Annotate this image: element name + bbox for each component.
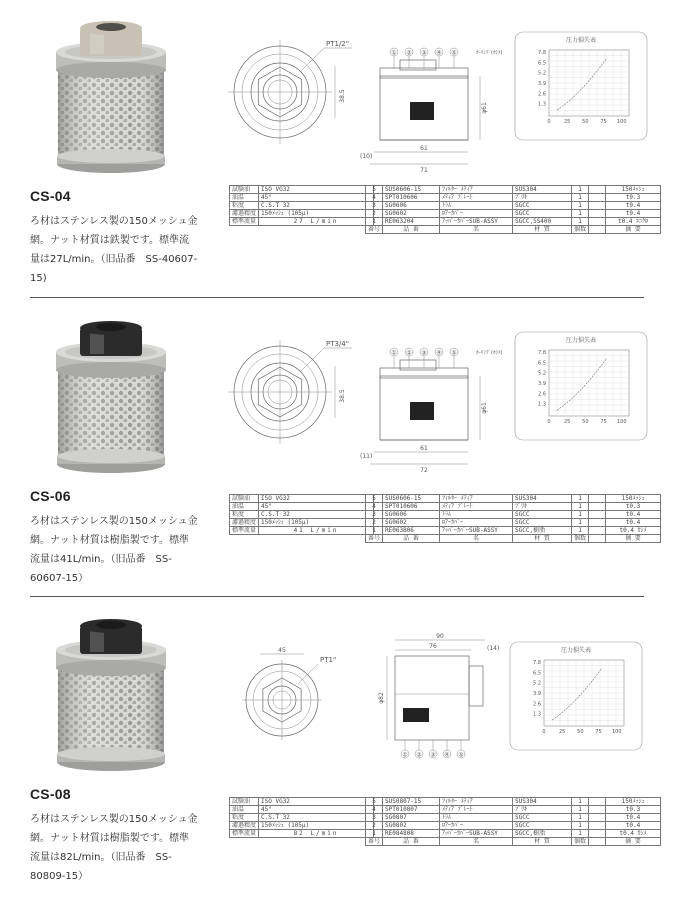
parts-cell: 1 (572, 527, 589, 535)
parts-table (365, 797, 661, 846)
parts-cell (589, 186, 606, 194)
graph-x-tick: 75 (600, 119, 607, 125)
part-number: ④ (436, 49, 442, 57)
graph-y-tick: 5.2 (538, 70, 546, 77)
nut-icon (80, 21, 142, 56)
parts-cell (589, 814, 606, 822)
product-photo (46, 18, 176, 178)
parts-header-cell: 番号 (366, 838, 383, 846)
nut-icon (80, 321, 142, 356)
parts-header-cell: 材 質 (513, 535, 572, 543)
parts-cell: SPT010606 (383, 503, 440, 511)
parts-cell: SPT010606 (383, 194, 440, 202)
dimension-label: 38.5 (339, 389, 346, 403)
spec-value: C.S.T 32 (259, 511, 374, 519)
spec-key: 油温 (230, 503, 259, 511)
parts-header-cell: 材 質 (513, 838, 572, 846)
parts-header-cell: 個数 (572, 838, 589, 846)
description-line: 網。ナット材質は樹脂製です。標準 (30, 535, 189, 546)
parts-cell: 1 (572, 798, 589, 806)
graph-y-tick: 2.6 (533, 701, 541, 708)
spec-value: 27 L/min (259, 218, 374, 226)
parts-cell: t0.4 ｶｼﾒ (606, 527, 661, 535)
parts-cell (589, 806, 606, 814)
parts-cell: SG0602 (383, 519, 440, 527)
part-number: ① (402, 751, 408, 759)
parts-cell: SGCC (513, 202, 572, 210)
parts-cell: 1 (572, 202, 589, 210)
spec-table (229, 797, 374, 838)
parts-table (365, 185, 661, 234)
spec-key: 試験油 (230, 186, 259, 194)
dimension-label: 61 (420, 145, 428, 152)
graph-y-tick: 1.3 (538, 401, 546, 408)
graph-title: 圧力損失表 (560, 647, 592, 654)
parts-header-cell (589, 838, 606, 846)
part-number: ③ (430, 751, 436, 759)
parts-cell: 5 (366, 186, 383, 194)
spec-value: 45° (259, 503, 374, 511)
spec-value: ISO VG32 (259, 495, 374, 503)
parts-cell: 1 (572, 495, 589, 503)
parts-header-cell (589, 226, 606, 234)
part-number: ③ (421, 49, 427, 57)
parts-header-cell: 名 (440, 535, 513, 543)
parts-cell: 4 (366, 194, 383, 202)
parts-cell: 1 (366, 218, 383, 226)
graph-y-tick: 7.8 (538, 350, 546, 356)
graph-y-tick: 3.9 (538, 80, 546, 87)
spec-table (229, 185, 374, 226)
spec-value: 45° (259, 194, 374, 202)
parts-cell: SUS0606-15 (383, 186, 440, 194)
description-line: ろ材はステンレス製の150メッシュ金 (30, 814, 198, 825)
product-description (30, 212, 200, 288)
spec-value: 150ﾒｯｼｭ (105μ) (259, 519, 374, 527)
parts-cell: SGCC,樹脂 (513, 527, 572, 535)
parts-cell: 1 (572, 830, 589, 838)
graph-y-tick: 2.6 (538, 391, 546, 398)
parts-cell: ﾄﾗﾑ (440, 202, 513, 210)
part-number: ② (406, 349, 412, 357)
description-line: ろ材はステンレス製の150メッシュ金 (30, 216, 198, 227)
product-description (30, 810, 200, 886)
dimension-label: φ61 (481, 402, 488, 414)
parts-cell (589, 527, 606, 535)
parts-cell: ｱｯﾊﾟｰｶﾊﾞｰSUB-ASSY (440, 218, 513, 226)
parts-cell: SUS0807-15 (383, 798, 440, 806)
parts-cell: SGCC (513, 814, 572, 822)
spec-key: 粘度 (230, 814, 259, 822)
part-number: ② (406, 49, 412, 57)
part-number: ② (416, 751, 422, 759)
parts-cell: 1 (366, 527, 383, 535)
description-line: 流量は82L/min。（旧品番 SS- (30, 852, 172, 863)
parts-cell: 3 (366, 814, 383, 822)
parts-cell: 1 (572, 218, 589, 226)
parts-cell: ｱｯﾊﾟｰｶﾊﾞｰSUB-ASSY (440, 527, 513, 535)
parts-cell (589, 194, 606, 202)
dimension-label: 61 (420, 445, 428, 452)
parts-header-cell (589, 535, 606, 543)
description-line: 網。ナット材質は鉄製です。標準流 (30, 235, 189, 246)
parts-cell: SUS304 (513, 798, 572, 806)
part-number: ③ (421, 349, 427, 357)
graph-y-tick: 3.9 (533, 690, 541, 697)
parts-cell: SG0606 (383, 511, 440, 519)
dimension-label: 38.5 (339, 89, 346, 103)
parts-cell: SG0807 (383, 814, 440, 822)
parts-cell: ﾌﾞﾘｷ (513, 503, 572, 511)
parts-header-cell: 品 番 (383, 535, 440, 543)
spec-key: 標準流量 (230, 527, 259, 535)
parts-cell (589, 830, 606, 838)
parts-cell: t0.3 (606, 194, 661, 202)
spec-value: 150ﾒｯｼｭ (105μ) (259, 822, 374, 830)
spec-key: 粘度 (230, 511, 259, 519)
parts-header-cell: 品 番 (383, 838, 440, 846)
description-line: 網。ナット材質は樹脂製です。標準 (30, 833, 189, 844)
part-number: ① (391, 49, 397, 57)
parts-cell: RE063204 (383, 218, 440, 226)
description-line: 60607-15） (30, 573, 89, 584)
spec-key: 濾過精度 (230, 519, 259, 527)
model-number: CS-04 (30, 188, 71, 204)
graph-title: 圧力損失表 (565, 37, 597, 44)
spec-key: 濾過精度 (230, 822, 259, 830)
parts-cell (589, 503, 606, 511)
technical-drawing (220, 620, 680, 760)
parts-cell (589, 511, 606, 519)
oring-label: ｶｰﾘﾝｸﾞ(ｶｼﾒ) (476, 350, 503, 356)
parts-cell: t0.4 (606, 822, 661, 830)
description-line: 流量は41L/min。（旧品番 SS- (30, 554, 172, 565)
spec-value: C.S.T 32 (259, 202, 374, 210)
parts-cell: SUS304 (513, 495, 572, 503)
product-photo (46, 616, 176, 776)
graph-y-tick: 6.5 (538, 360, 546, 367)
parts-cell: RE084808 (383, 830, 440, 838)
thread-label: PT1/2" (326, 40, 349, 48)
parts-cell: 5 (366, 495, 383, 503)
parts-cell (589, 495, 606, 503)
parts-cell: 150ﾒｯｼｭ (606, 495, 661, 503)
graph-x-tick: 25 (563, 419, 571, 425)
parts-cell: t0.3 (606, 503, 661, 511)
parts-cell: 3 (366, 202, 383, 210)
parts-cell: ﾒﾃｨｱ ﾌﾟﾚｰﾄ (440, 503, 513, 511)
parts-cell: SGCC (513, 511, 572, 519)
parts-header-cell: 材 質 (513, 226, 572, 234)
graph-x-tick: 0 (547, 419, 551, 425)
pressure-curve (552, 668, 602, 720)
spec-key: 油温 (230, 194, 259, 202)
pressure-curve (557, 358, 607, 410)
parts-cell: t0.3 (606, 806, 661, 814)
parts-cell: 150ﾒｯｼｭ (606, 186, 661, 194)
spec-value: 82 L/min (259, 830, 374, 838)
spec-key: 粘度 (230, 202, 259, 210)
description-line: 量は27L/min。（旧品番 SS-40607- (30, 254, 198, 265)
dimension-label: (14) (487, 645, 500, 652)
parts-cell: ﾛｱｰｶﾊﾞｰ (440, 210, 513, 218)
product-description (30, 512, 200, 588)
parts-cell (589, 218, 606, 226)
parts-cell: SGCC,SS400 (513, 218, 572, 226)
part-number: ⑤ (451, 49, 457, 57)
parts-cell: 2 (366, 519, 383, 527)
parts-cell (589, 210, 606, 218)
spec-value: 150ﾒｯｼｭ (105μ) (259, 210, 374, 218)
graph-x-tick: 0 (547, 119, 551, 125)
parts-cell: 1 (572, 186, 589, 194)
description-line: ろ材はステンレス製の150メッシュ金 (30, 516, 198, 527)
parts-cell: ﾌﾞﾘｷ (513, 806, 572, 814)
dimension-label: (11) (360, 453, 373, 460)
pressure-curve (557, 58, 607, 110)
parts-header-cell: 品 番 (383, 226, 440, 234)
parts-cell: 1 (572, 806, 589, 814)
parts-cell: 1 (572, 519, 589, 527)
oring-label: ｶｰﾘﾝｸﾞ(ｶｼﾒ) (476, 50, 503, 56)
spec-value: ISO VG32 (259, 186, 374, 194)
parts-cell: SG0602 (383, 210, 440, 218)
parts-cell: ﾌｨﾙﾀｰ ﾒﾃｨｱ (440, 186, 513, 194)
parts-header-cell: 番号 (366, 535, 383, 543)
product-section (0, 300, 675, 600)
part-number: ④ (436, 349, 442, 357)
part-number: ① (391, 349, 397, 357)
graph-x-tick: 75 (595, 729, 602, 735)
parts-cell: 4 (366, 806, 383, 814)
parts-cell: 3 (366, 511, 383, 519)
graph-y-tick: 6.5 (533, 670, 541, 677)
parts-cell: SUS304 (513, 186, 572, 194)
dimension-label: 71 (420, 167, 428, 174)
parts-cell: 1 (572, 194, 589, 202)
spec-key: 試験油 (230, 798, 259, 806)
parts-cell: ﾌﾞﾘｷ (513, 194, 572, 202)
parts-cell: SG0606 (383, 202, 440, 210)
spec-key: 試験油 (230, 495, 259, 503)
parts-header-cell: 名 (440, 226, 513, 234)
dimension-label: 76 (429, 643, 437, 650)
parts-header-cell: 名 (440, 838, 513, 846)
parts-cell (589, 519, 606, 527)
spec-value: 45° (259, 806, 374, 814)
parts-cell: SUS0606-15 (383, 495, 440, 503)
graph-y-tick: 3.9 (538, 380, 546, 387)
parts-cell: ﾌｨﾙﾀｰ ﾒﾃｨｱ (440, 798, 513, 806)
dimension-label: 90 (436, 633, 444, 640)
part-number: ④ (444, 751, 450, 759)
parts-cell (589, 798, 606, 806)
spec-value: C.S.T 32 (259, 814, 374, 822)
dimension-label: (10) (360, 153, 373, 160)
dimension-label: 45 (278, 647, 286, 654)
parts-cell: t0.4 ﾕﾆｸﾛ (606, 218, 661, 226)
parts-cell: 150ﾒｯｼｭ (606, 798, 661, 806)
graph-x-tick: 75 (600, 419, 607, 425)
graph-x-tick: 50 (577, 729, 584, 735)
parts-cell: t0.4 ｶｼﾒ (606, 830, 661, 838)
part-number: ⑤ (451, 349, 457, 357)
graph-y-tick: 1.3 (533, 711, 541, 718)
parts-table (365, 494, 661, 543)
product-section (0, 0, 675, 300)
parts-cell: t0.4 (606, 519, 661, 527)
spec-key: 濾過精度 (230, 210, 259, 218)
spec-value: ISO VG32 (259, 798, 374, 806)
parts-cell: 2 (366, 210, 383, 218)
graph-x-tick: 100 (616, 419, 627, 425)
parts-cell: 1 (572, 814, 589, 822)
parts-cell: 1 (366, 830, 383, 838)
graph-y-tick: 6.5 (538, 60, 546, 67)
graph-title: 圧力損失表 (565, 337, 597, 344)
model-number: CS-08 (30, 786, 71, 802)
graph-y-tick: 5.2 (538, 370, 546, 377)
parts-header-cell: 個数 (572, 226, 589, 234)
parts-cell: SGCC (513, 822, 572, 830)
parts-cell: ｱｯﾊﾟｰｶﾊﾞｰSUB-ASSY (440, 830, 513, 838)
parts-cell: SPT010807 (383, 806, 440, 814)
parts-cell: ﾌｨﾙﾀｰ ﾒﾃｨｱ (440, 495, 513, 503)
parts-header-cell: 番号 (366, 226, 383, 234)
parts-cell: SGCC (513, 519, 572, 527)
graph-x-tick: 100 (611, 729, 622, 735)
parts-cell: 1 (572, 822, 589, 830)
parts-cell: ﾒﾃｨｱ ﾌﾟﾚｰﾄ (440, 806, 513, 814)
graph-y-tick: 2.6 (538, 91, 546, 98)
parts-cell: ﾄﾗﾑ (440, 511, 513, 519)
parts-cell (589, 202, 606, 210)
spec-key: 標準流量 (230, 218, 259, 226)
technical-drawing (220, 22, 680, 174)
nut-icon (80, 619, 142, 654)
graph-x-tick: 25 (563, 119, 571, 125)
spec-key: 油温 (230, 806, 259, 814)
parts-cell: 1 (572, 511, 589, 519)
graph-x-tick: 25 (558, 729, 566, 735)
dimension-label: φ82 (378, 692, 385, 704)
parts-header-cell: 個数 (572, 535, 589, 543)
dimension-label: 72 (420, 467, 428, 474)
parts-header-cell: 摘 要 (606, 838, 661, 846)
parts-header-cell: 摘 要 (606, 226, 661, 234)
product-photo (46, 318, 176, 478)
parts-cell: t0.4 (606, 511, 661, 519)
parts-cell: SGCC,樹脂 (513, 830, 572, 838)
parts-cell: SGCC (513, 210, 572, 218)
thread-label: PT3/4" (326, 340, 349, 348)
graph-y-tick: 5.2 (533, 680, 541, 687)
model-number: CS-06 (30, 488, 71, 504)
parts-cell (589, 822, 606, 830)
parts-cell: ﾛｱｰｶﾊﾞｰ (440, 822, 513, 830)
divider (30, 297, 644, 298)
parts-cell: RE063B06 (383, 527, 440, 535)
parts-cell: ﾄﾗﾑ (440, 814, 513, 822)
parts-cell: 1 (572, 503, 589, 511)
graph-y-tick: 7.8 (533, 660, 541, 666)
parts-cell: t0.4 (606, 814, 661, 822)
graph-y-tick: 1.3 (538, 101, 546, 108)
parts-cell: 5 (366, 798, 383, 806)
spec-value: 41 L/min (259, 527, 374, 535)
graph-x-tick: 100 (616, 119, 627, 125)
parts-cell: 4 (366, 503, 383, 511)
spec-key: 標準流量 (230, 830, 259, 838)
graph-y-tick: 7.8 (538, 50, 546, 56)
divider (30, 596, 644, 597)
graph-x-tick: 50 (582, 419, 589, 425)
description-line: 15) (30, 273, 47, 284)
parts-cell: SG0802 (383, 822, 440, 830)
parts-cell: 1 (572, 210, 589, 218)
parts-cell: 2 (366, 822, 383, 830)
parts-header-cell: 摘 要 (606, 535, 661, 543)
product-section (0, 598, 675, 898)
parts-cell: ﾒﾃｨｱ ﾌﾟﾚｰﾄ (440, 194, 513, 202)
thread-label: PT1" (320, 656, 337, 664)
parts-cell: ﾛｱｰｶﾊﾞｰ (440, 519, 513, 527)
description-line: 80809-15） (30, 871, 89, 882)
technical-drawing (220, 322, 680, 474)
parts-cell: t0.4 (606, 210, 661, 218)
part-number: ⑤ (458, 751, 464, 759)
graph-x-tick: 0 (542, 729, 546, 735)
graph-x-tick: 50 (582, 119, 589, 125)
dimension-label: φ61 (481, 102, 488, 114)
parts-cell: t0.4 (606, 202, 661, 210)
spec-table (229, 494, 374, 535)
